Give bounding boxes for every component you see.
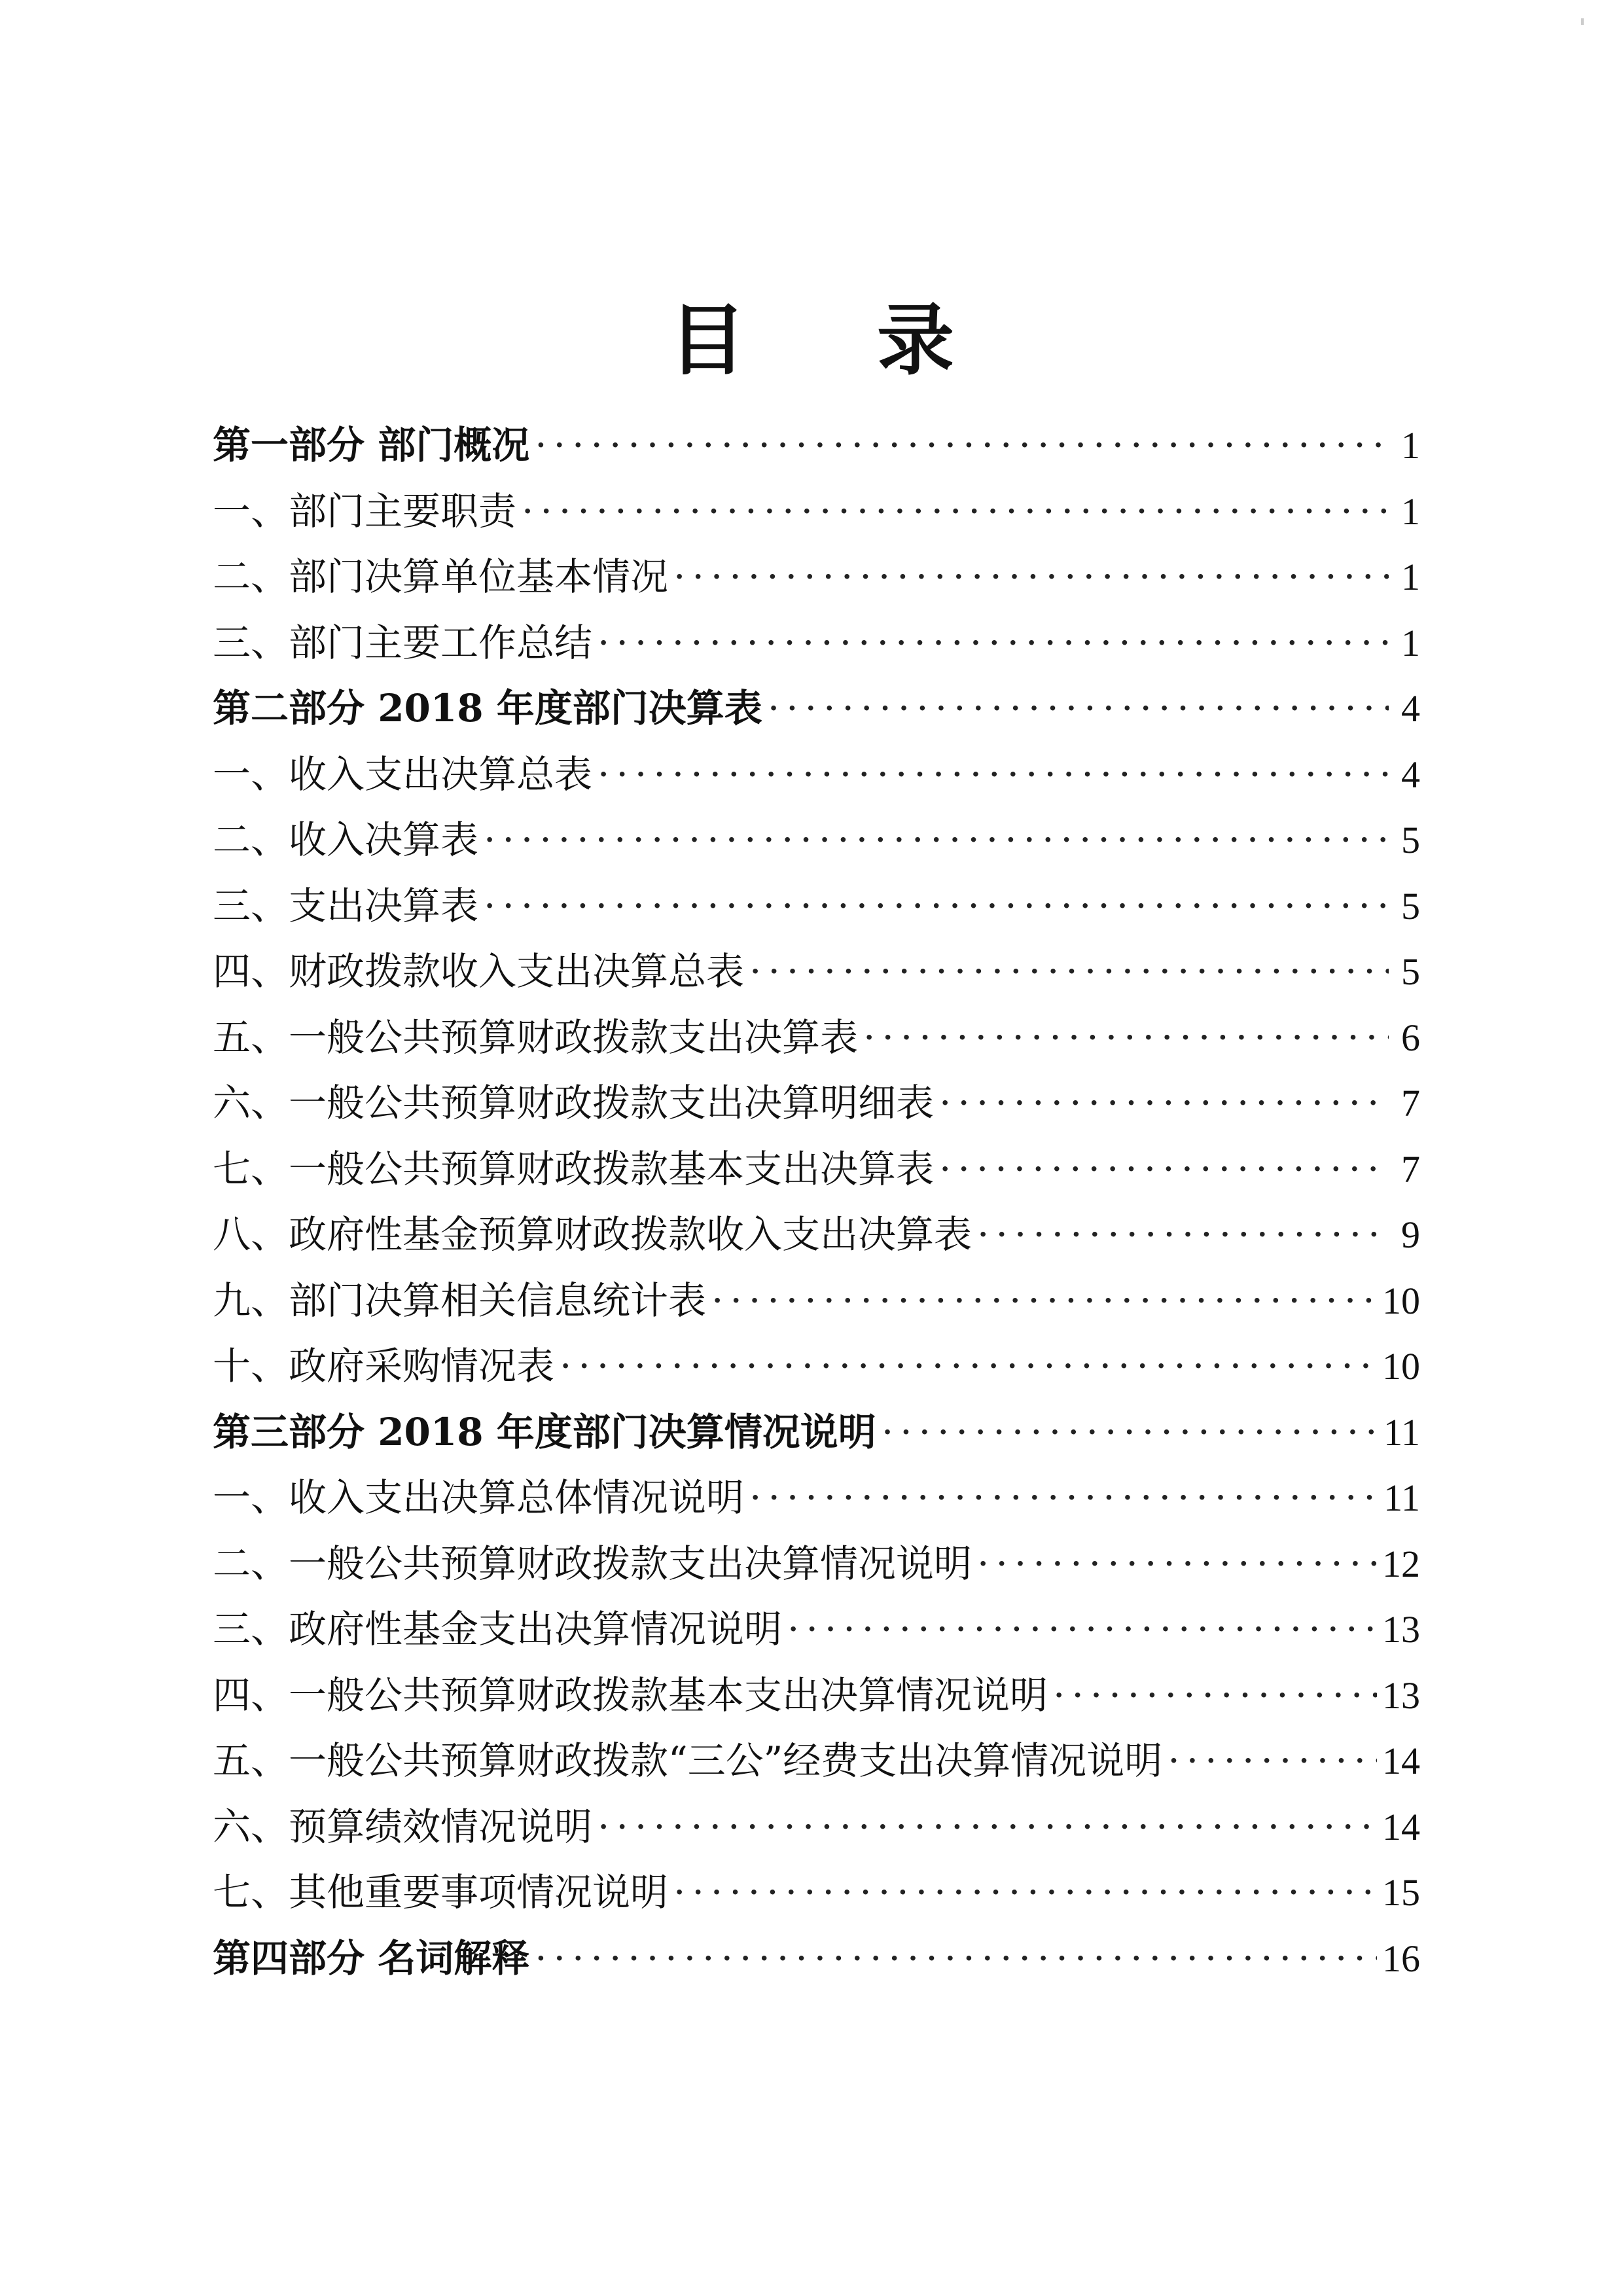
toc-entry-label: 二、收入决算表	[213, 817, 479, 862]
toc-leader-dots	[977, 1202, 1389, 1268]
toc-page-number: 1	[1401, 424, 1420, 467]
toc-page-number: 5	[1401, 950, 1420, 993]
toc-section-entry[interactable]	[213, 1531, 1420, 1597]
toc-page-number: 15	[1382, 1871, 1420, 1914]
toc-section-entry[interactable]	[213, 610, 1420, 676]
toc-page-number: 4	[1401, 753, 1420, 796]
toc-leader-dots	[711, 1268, 1377, 1334]
toc-leader-dots	[1168, 1728, 1377, 1794]
toc-entry-label: 四、一般公共预算财政拨款基本支出决算情况说明	[213, 1672, 1048, 1717]
toc-section-entry[interactable]	[213, 1005, 1420, 1071]
toc-page-number: 1	[1401, 621, 1420, 664]
toc-leader-dots	[787, 1596, 1377, 1662]
toc-entry-label: 三、支出决算表	[213, 883, 479, 928]
toc-page-number: 11	[1383, 1477, 1420, 1519]
toc-part-entry[interactable]	[213, 412, 1420, 478]
toc-entry-label: 六、预算绩效情况说明	[213, 1804, 593, 1849]
toc-title-char-2: 录	[877, 295, 955, 386]
toc-leader-dots	[768, 675, 1389, 742]
toc-leader-dots	[977, 1531, 1377, 1597]
toc-section-entry[interactable]	[213, 939, 1420, 1005]
toc-page-number: 5	[1401, 819, 1420, 861]
toc-entry-label: 七、其他重要事项情况说明	[213, 1870, 669, 1914]
toc-leader-dots	[535, 412, 1389, 478]
toc-page-number: 11	[1383, 1410, 1420, 1454]
toc-page-number: 7	[1401, 1082, 1420, 1124]
toc-page-number: 4	[1401, 687, 1420, 730]
toc-entry-label: 第四部分 名词解释	[213, 1935, 530, 1981]
toc-entry-label: 第二部分 2018 年度部门决算表	[213, 686, 762, 730]
toc-section-entry[interactable]	[213, 544, 1420, 610]
toc-section-entry[interactable]	[213, 1465, 1420, 1531]
toc-page-number: 14	[1382, 1740, 1420, 1782]
toc-section-entry[interactable]	[213, 742, 1420, 808]
toc-leader-dots	[939, 1136, 1389, 1202]
toc-page-number: 14	[1382, 1805, 1420, 1848]
toc-page-number: 1	[1401, 490, 1420, 533]
toc-section-entry[interactable]	[213, 1859, 1420, 1926]
toc-part-entry[interactable]	[213, 1926, 1420, 1992]
toc-page-number: 5	[1401, 884, 1420, 927]
toc-entry-label: 一、部门主要职责	[213, 488, 517, 533]
toc-section-entry[interactable]	[213, 1794, 1420, 1860]
toc-leader-dots	[484, 807, 1389, 873]
toc-entry-label: 第一部分 部门概况	[213, 423, 530, 467]
toc-section-entry[interactable]	[213, 1333, 1420, 1399]
toc-section-entry[interactable]	[213, 1136, 1420, 1202]
toc-leader-dots	[535, 1926, 1377, 1992]
toc-entry-label: 十、政府采购情况表	[213, 1344, 555, 1388]
toc-leader-dots	[597, 610, 1389, 676]
toc-entry-label: 第三部分 2018 年度部门决算情况说明	[213, 1409, 876, 1454]
toc-section-entry[interactable]	[213, 1202, 1420, 1268]
toc-part-entry[interactable]	[213, 675, 1420, 742]
toc-entry-label: 二、部门决算单位基本情况	[213, 554, 669, 599]
toc-title-char-1: 目	[668, 295, 746, 386]
toc-page-number: 13	[1382, 1674, 1420, 1717]
toc-page-number: 12	[1382, 1542, 1420, 1585]
toc-leader-dots	[560, 1333, 1377, 1399]
toc-leader-dots	[522, 478, 1389, 545]
toc-leader-dots	[597, 1794, 1377, 1860]
scan-speck	[1581, 18, 1584, 25]
toc-page-number: 13	[1382, 1608, 1420, 1651]
toc-section-entry[interactable]	[213, 478, 1420, 545]
toc-page-number: 1	[1401, 556, 1420, 598]
toc-entry-label: 九、部门决算相关信息统计表	[213, 1278, 707, 1323]
toc-page-number: 9	[1401, 1213, 1420, 1256]
toc-title	[0, 288, 1623, 393]
toc-entry-label: 一、收入支出决算总体情况说明	[213, 1475, 745, 1520]
toc-section-entry[interactable]	[213, 807, 1420, 873]
toc-section-entry[interactable]	[213, 1662, 1420, 1729]
toc-page-number: 10	[1382, 1345, 1420, 1388]
toc-entry-label: 五、一般公共预算财政拨款“三公”经费支出决算情况说明	[213, 1738, 1163, 1783]
toc-section-entry[interactable]	[213, 1268, 1420, 1334]
toc-entry-label: 三、部门主要工作总结	[213, 620, 593, 665]
toc-page-number: 7	[1401, 1147, 1420, 1191]
toc-leader-dots	[863, 1005, 1389, 1071]
toc-leader-dots	[673, 1859, 1377, 1926]
toc-leader-dots	[1053, 1662, 1377, 1729]
toc-leader-dots	[673, 544, 1389, 610]
toc-leader-dots	[882, 1399, 1378, 1465]
toc-page-number: 6	[1401, 1016, 1420, 1059]
toc-section-entry[interactable]	[213, 1728, 1420, 1794]
toc-part-entry[interactable]	[213, 1399, 1420, 1465]
toc-leader-dots	[749, 939, 1389, 1005]
toc-section-entry[interactable]	[213, 873, 1420, 939]
toc-entry-label: 六、一般公共预算财政拨款支出决算明细表	[213, 1081, 935, 1125]
toc-entry-label: 三、政府性基金支出决算情况说明	[213, 1607, 783, 1651]
table-of-contents	[213, 412, 1420, 1991]
toc-entry-label: 五、一般公共预算财政拨款支出决算表	[213, 1014, 859, 1060]
toc-entry-label: 八、政府性基金预算财政拨款收入支出决算表	[213, 1212, 972, 1257]
toc-leader-dots	[939, 1070, 1389, 1136]
toc-page-number: 10	[1382, 1279, 1420, 1322]
toc-leader-dots	[749, 1465, 1378, 1531]
toc-entry-label: 四、财政拨款收入支出决算总表	[213, 949, 745, 994]
toc-section-entry[interactable]	[213, 1596, 1420, 1662]
toc-leader-dots	[484, 873, 1389, 939]
toc-entry-label: 一、收入支出决算总表	[213, 751, 593, 797]
toc-leader-dots	[597, 742, 1389, 808]
toc-section-entry[interactable]	[213, 1070, 1420, 1136]
toc-entry-label: 二、一般公共预算财政拨款支出决算情况说明	[213, 1541, 972, 1586]
toc-page-number: 16	[1382, 1937, 1420, 1980]
toc-entry-label: 七、一般公共预算财政拨款基本支出决算表	[213, 1146, 935, 1191]
